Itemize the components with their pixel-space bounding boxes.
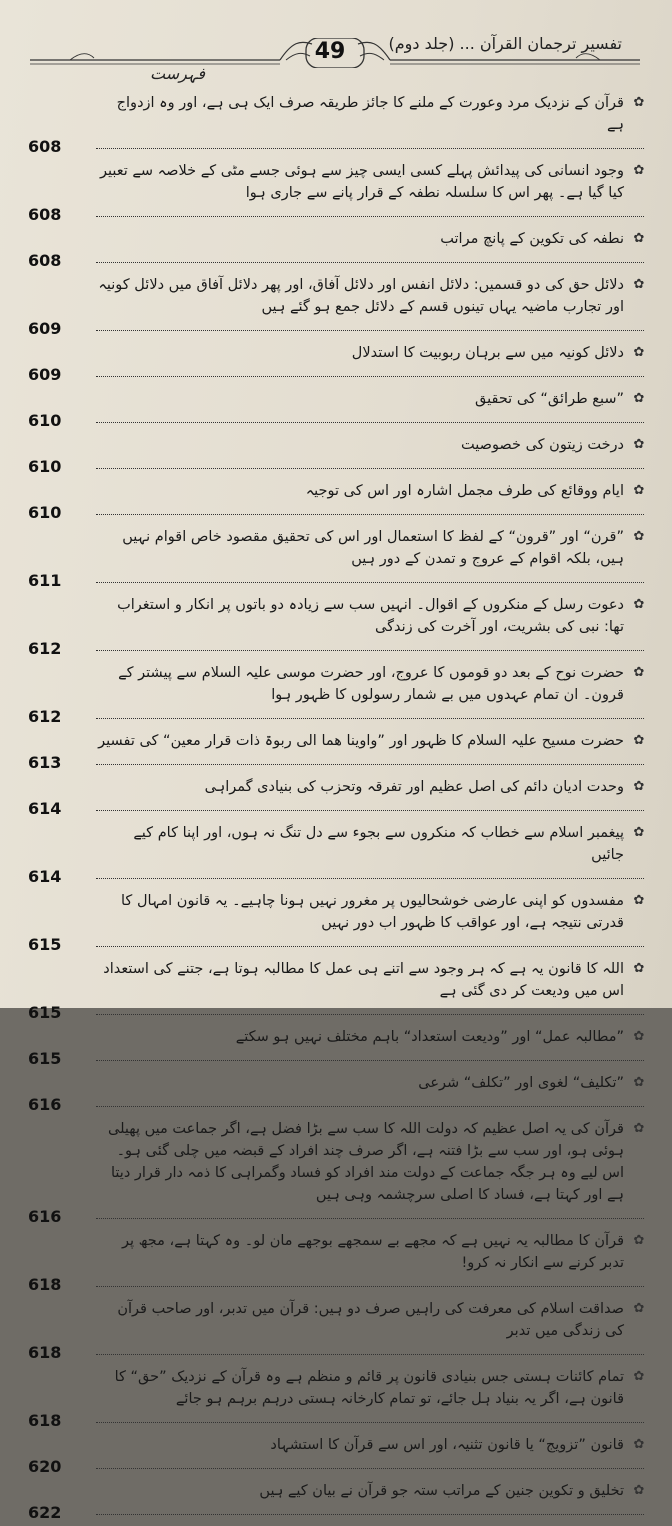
flower-bullet-icon: ✿ [633, 1233, 645, 1248]
leader-dots [96, 1218, 644, 1219]
entry-page: 608 [28, 205, 62, 224]
toc-entry [26, 1072, 648, 1118]
toc-entry [26, 274, 648, 342]
toc-list [26, 92, 648, 1526]
entry-page: 612 [28, 639, 62, 658]
toc-entry [26, 958, 648, 1026]
flower-bullet-icon: ✿ [633, 733, 645, 748]
entry-text: ایام ووقائع کی طرف مجمل اشارہ اور اس کی توجیہ [305, 483, 624, 499]
flower-bullet-icon: ✿ [633, 277, 645, 292]
leader-dots [96, 1106, 644, 1107]
entry-page: 616 [28, 1207, 62, 1226]
flower-bullet-icon: ✿ [633, 163, 645, 178]
entry-text: قرآن کے نزدیک مرد وعورت کے ملنے کا جائز طریقہ صرف ایک ہی ہے، اور وہ ازدواج ہے [116, 95, 624, 133]
toc-entry [26, 526, 648, 594]
entry-page: 618 [28, 1343, 62, 1362]
entry-page: 616 [28, 1095, 62, 1114]
flower-bullet-icon: ✿ [633, 1029, 645, 1044]
book-title: تفسیر ترجمان القرآن ... (جلد دوم) [388, 34, 622, 53]
flower-bullet-icon: ✿ [633, 231, 645, 246]
flower-bullet-icon: ✿ [633, 597, 645, 612]
flower-bullet-icon: ✿ [633, 391, 645, 406]
flower-bullet-icon: ✿ [633, 1369, 645, 1384]
entry-text: مفسدوں کو اپنی عارضی خوشحالیوں پر مغرور نہیں ہونا چاہیے۔ یہ قانون امہال کا قدرتی نتیجہ ہے، اور عواقب کا ظہور اب دور نہیں [121, 893, 624, 931]
leader-dots [96, 422, 644, 423]
leader-dots [96, 810, 644, 811]
entry-page: 622 [28, 1503, 62, 1522]
toc-entry [26, 342, 648, 388]
entry-page: 615 [28, 1049, 62, 1068]
leader-dots [96, 468, 644, 469]
leader-dots [96, 878, 644, 879]
leader-dots [96, 1060, 644, 1061]
toc-entry [26, 1026, 648, 1072]
entry-page: 618 [28, 1275, 62, 1294]
toc-entry [26, 228, 648, 274]
leader-dots [96, 764, 644, 765]
entry-page: 608 [28, 137, 62, 156]
leader-dots [96, 650, 644, 651]
toc-entry [26, 1298, 648, 1366]
entry-page: 609 [28, 319, 62, 338]
toc-entry [26, 662, 648, 730]
entry-page: 612 [28, 707, 62, 726]
entry-text: قرآن کی یہ اصل عظیم کہ دولت اللہ کا سب سے بڑا فضل ہے، اگر جماعت میں پھیلی ہوئی ہو، اور سب سے بڑا فتنہ ہے، اگر صرف چند افراد کے قبضہ میں چلی گئی ہو۔ اس لیے وہ ہر جگہ جماعت کے دولت مند افراد کو فساد وگمراہی کا ذمہ دار قرار دیتا ہے اور کہتا ہے، فساد کا اصلی سرچشمہ وہی ہیں [108, 1121, 624, 1203]
toc-entry [26, 594, 648, 662]
entry-text: تخلیق و تکوین جنین کے مراتب ستہ جو قرآن نے بیان کیے ہیں [259, 1483, 624, 1499]
toc-entry [26, 160, 648, 228]
entry-page: 614 [28, 867, 62, 886]
page-number: 49 [314, 39, 346, 64]
entry-text: وحدت ادیان دائم کی اصل عظیم اور تفرقہ وتحزب کی بنیادی گمراہی [204, 779, 624, 795]
entry-text: اللہ کا قانون یہ ہے کہ ہر وجود سے اتنے ہی عمل کا مطالبہ ہوتا ہے، جتنے کی استعداد اس میں ودیعت کر دی گئی ہے [103, 961, 624, 999]
entry-page: 613 [28, 753, 62, 772]
entry-page: 620 [28, 1457, 62, 1476]
leader-dots [96, 376, 644, 377]
leader-dots [96, 148, 644, 149]
entry-text: صداقت اسلام کی معرفت کی راہیں صرف دو ہیں: قرآن میں تدبر، اور صاحب قرآن کی زندگی میں تدبر [117, 1301, 624, 1339]
flower-bullet-icon: ✿ [633, 345, 645, 360]
leader-dots [96, 330, 644, 331]
leader-dots [96, 1422, 644, 1423]
leader-dots [96, 1468, 644, 1469]
toc-entry [26, 92, 648, 160]
entry-text: درخت زیتون کی خصوصیت [461, 437, 624, 453]
entry-text: ”قرن“ اور ”قرون“ کے لفظ کا استعمال اور اس کی تحقیق مقصود خاص اقوام نہیں ہیں، بلکہ اقوام کے عروج و تمدن کے دور ہیں [122, 529, 624, 567]
toc-entry [26, 480, 648, 526]
flower-bullet-icon: ✿ [633, 665, 645, 680]
entry-page: 614 [28, 799, 62, 818]
toc-entry [26, 822, 648, 890]
flower-bullet-icon: ✿ [633, 779, 645, 794]
entry-page: 615 [28, 1003, 62, 1022]
toc-entry [26, 776, 648, 822]
toc-entry [26, 1366, 648, 1434]
entry-text: تمام کائنات ہستی جس بنیادی قانون پر قائم و منظم ہے وہ قرآن کے نزدیک ”حق“ کا قانون ہے، اگر یہ بنیاد ہل جائے، تو تمام کارخانہ ہستی درہم برہم ہو جائے [114, 1369, 624, 1407]
entry-text: دلائل کونیہ میں سے برہان ربوبیت کا استدلال [351, 345, 624, 361]
leader-dots [96, 216, 644, 217]
entry-page: 610 [28, 457, 62, 476]
section-title: فہرست [150, 64, 205, 83]
leader-dots [96, 946, 644, 947]
entry-page: 608 [28, 251, 62, 270]
flower-bullet-icon: ✿ [633, 1075, 645, 1090]
leader-dots [96, 1286, 644, 1287]
toc-entry [26, 890, 648, 958]
entry-page: 615 [28, 935, 62, 954]
toc-entry [26, 1434, 648, 1480]
flower-bullet-icon: ✿ [633, 529, 645, 544]
toc-entry [26, 1480, 648, 1526]
entry-text: پیغمبر اسلام سے خطاب کہ منکروں سے بجوء سے دل تنگ نہ ہوں، اور اپنا کام کیے جائیں [133, 825, 624, 863]
toc-entry [26, 1118, 648, 1230]
entry-text: حضرت مسیح علیہ السلام کا ظہور اور ”واوینا ھما الی ربوۃ ذات قرار معین“ کی تفسیر [98, 733, 624, 749]
flower-bullet-icon: ✿ [633, 437, 645, 452]
leader-dots [96, 582, 644, 583]
leader-dots [96, 262, 644, 263]
entry-text: ”سبع طرائق“ کی تحقیق [475, 391, 624, 407]
toc-entry [26, 1230, 648, 1298]
toc-entry [26, 730, 648, 776]
toc-entry [26, 434, 648, 480]
leader-dots [96, 1014, 644, 1015]
leader-dots [96, 514, 644, 515]
entry-page: 618 [28, 1411, 62, 1430]
flower-bullet-icon: ✿ [633, 1121, 645, 1136]
entry-text: ”مطالبہ عمل“ اور ”ودیعت استعداد“ باہم مختلف نہیں ہو سکتے [235, 1029, 624, 1045]
entry-page: 609 [28, 365, 62, 384]
flower-bullet-icon: ✿ [633, 1437, 645, 1452]
toc-entry [26, 388, 648, 434]
entry-page: 611 [28, 571, 62, 590]
flower-bullet-icon: ✿ [633, 825, 645, 840]
page-header [30, 24, 640, 82]
entry-page: 610 [28, 503, 62, 522]
entry-text: قرآن کا مطالبہ یہ نہیں ہے کہ مجھے بے سمجھے بوجھے مان لو۔ وہ کہتا ہے، مجھ پر تدبر کرنے سے انکار نہ کرو! [121, 1233, 624, 1271]
flower-bullet-icon: ✿ [633, 483, 645, 498]
entry-text: وجود انسانی کی پیدائش پہلے کسی ایسی چیز سے ہوئی جسے مٹی کے خلاصہ سے تعبیر کیا گیا ہے۔ پھر اس کا سلسلہ نطفہ کے قرار پانے سے جاری ہوا [100, 163, 624, 201]
entry-text: قانون ”تزویج“ یا قانون تثنیہ، اور اس سے قرآن کا استشہاد [270, 1437, 624, 1453]
leader-dots [96, 1514, 644, 1515]
entry-text: نطفہ کی تکوین کے پانچ مراتب [440, 231, 624, 247]
entry-text: دلائل حق کی دو قسمیں: دلائل انفس اور دلائل آفاق، اور پھر دلائل آفاق میں دلائل کونیہ اور تجارب ماضیہ یہاں تینوں قسم کے دلائل جمع ہو گئے ہیں [98, 277, 624, 315]
leader-dots [96, 1354, 644, 1355]
flower-bullet-icon: ✿ [633, 1483, 645, 1498]
flower-bullet-icon: ✿ [633, 1301, 645, 1316]
flower-bullet-icon: ✿ [633, 893, 645, 908]
entry-page: 610 [28, 411, 62, 430]
entry-text: حضرت نوح کے بعد دو قوموں کا عروج، اور حضرت موسی علیہ السلام سے پیشتر کے قرون۔ ان تمام عہدوں میں بے شمار رسولوں کا ظہور ہوا [118, 665, 624, 703]
leader-dots [96, 718, 644, 719]
entry-text: دعوت رسل کے منکروں کے اقوال۔ انہیں سب سے زیادہ دو باتوں پر انکار و استغراب تھا: نبی کی بشریت، اور آخرت کی زندگی [117, 597, 624, 635]
entry-text: ”تکلیف“ لغوی اور ”تکلف“ شرعی [418, 1075, 624, 1091]
flower-bullet-icon: ✿ [633, 961, 645, 976]
flower-bullet-icon: ✿ [633, 95, 645, 110]
